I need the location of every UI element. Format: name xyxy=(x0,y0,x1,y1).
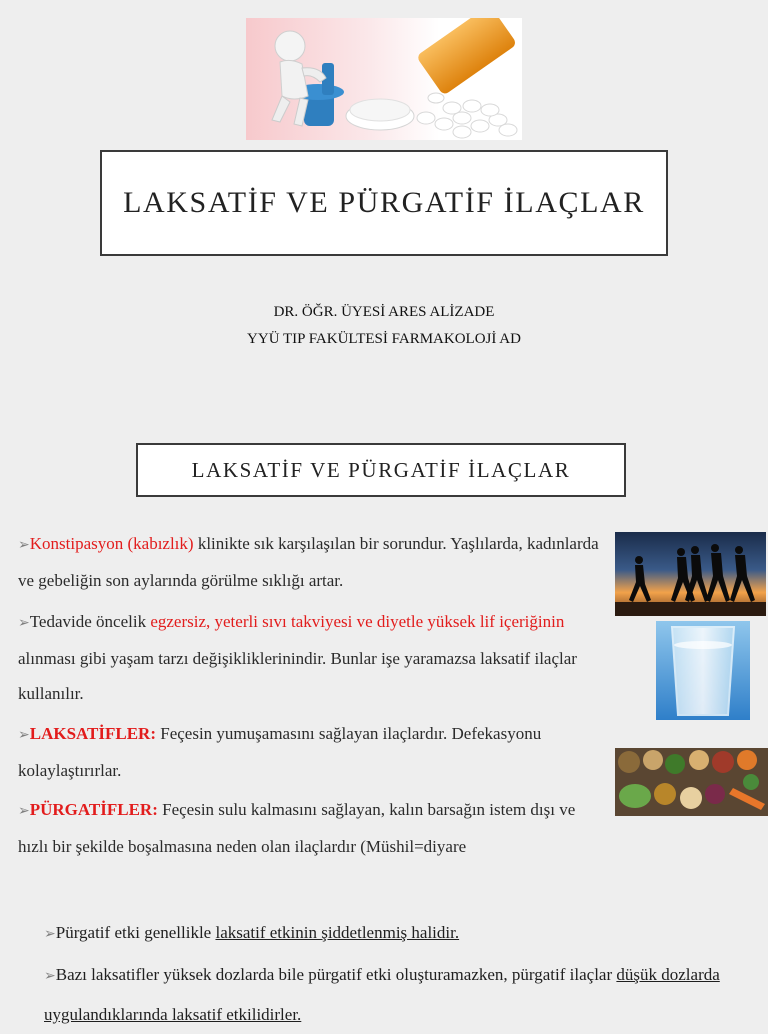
highlight-text: Konstipasyon (kabızlık) xyxy=(29,534,194,553)
arrow-bullet-icon: ➢ xyxy=(18,538,30,553)
section-title: LAKSATİF VE PÜRGATİF İLAÇLAR xyxy=(136,443,626,497)
paragraph-laxatives xyxy=(18,716,608,788)
paragraph-constipation xyxy=(18,526,608,598)
author-name: DR. ÖĞR. ÜYESİ ARES ALİZADE xyxy=(273,304,495,320)
paragraph-text: alınması gibi yaşam tarzı değişikliklerinindir. Bunlar işe yaramazsa laksatif ilaçlar kullanılır. xyxy=(18,649,577,703)
paragraph-purgatives xyxy=(18,792,608,864)
runners-silhouette-image xyxy=(615,532,766,616)
hero-illustration xyxy=(246,18,522,140)
term-label: LAKSATİFLER: xyxy=(29,724,156,743)
paragraph-treatment xyxy=(18,604,608,711)
arrow-bullet-icon: ➢ xyxy=(18,728,30,743)
sub-bullet-1 xyxy=(44,914,744,954)
sub-bullet-2 xyxy=(44,956,734,1034)
underlined-text: laksatif etkinin şiddetlenmiş halidir. xyxy=(215,923,460,942)
arrow-bullet-icon: ➢ xyxy=(18,804,30,819)
paragraph-text: Feçesin yumuşamasını sağlayan ilaçlardır. Defekasyonu kolaylaştırırlar. xyxy=(18,724,542,780)
healthy-food-image xyxy=(615,748,768,816)
sub-bullet-text: Bazı laksatifler yüksek dozlarda bile pürgatif etki oluşturamazken, pürgatif ilaçlar xyxy=(55,965,617,984)
highlight-text: egzersiz, yeterli sıvı takviyesi ve diyetle yüksek lif içeriğinin xyxy=(150,612,565,631)
main-title: LAKSATİF VE PÜRGATİF İLAÇLAR xyxy=(100,150,668,256)
arrow-bullet-icon: ➢ xyxy=(18,616,30,631)
author-affiliation: YYÜ TIP FAKÜLTESİ FARMAKOLOJİ AD xyxy=(247,331,521,347)
paragraph-text: Tedavide öncelik xyxy=(29,612,151,631)
arrow-bullet-icon: ➢ xyxy=(44,927,56,942)
water-glass-image xyxy=(656,621,750,720)
sub-bullet-text: Pürgatif etki genellikle xyxy=(55,923,216,942)
paragraph-text: Feçesin sulu kalmasını sağlayan, kalın barsağın istem dışı ve hızlı bir şekilde boşalmasına neden olan ilaçlardır (Müshil=diyare xyxy=(18,800,576,856)
underlined-text: düşük dozlarda uygulandıklarında laksatif etkilidirler. xyxy=(44,965,720,1024)
paragraph-text: klinikte sık karşılaşılan bir sorundur. Yaşlılarda, kadınlarda ve gebeliğin son aylarında görülme sıklığı artar. xyxy=(18,534,599,590)
arrow-bullet-icon: ➢ xyxy=(44,969,56,984)
term-label: PÜRGATİFLER: xyxy=(29,800,158,819)
